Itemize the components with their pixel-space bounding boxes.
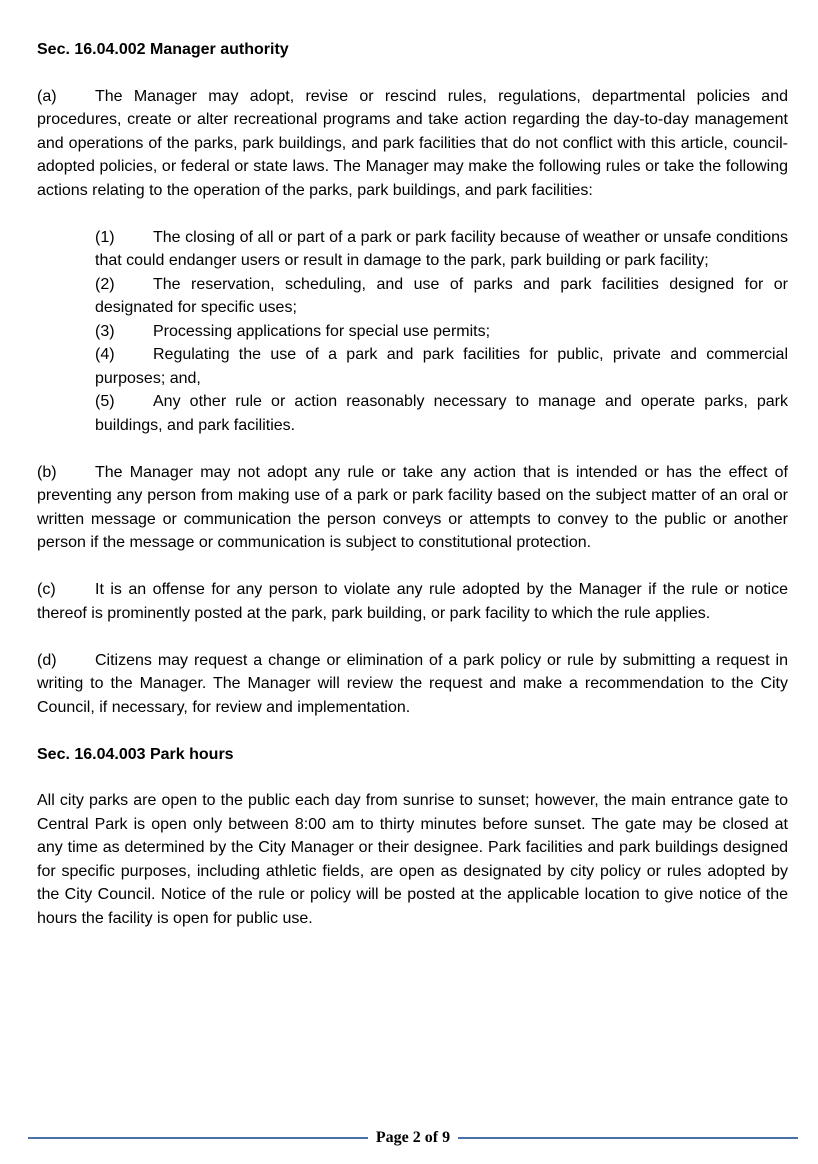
- paragraph-park-hours: All city parks are open to the public each day from sunrise to sunset; however, the main entrance gate to Central Park is open only between 8:00 am to thirty minutes before sunset. The gate may be closed at any time as determined by the City Manager or their designee. Park facilities and park buildings designed for specific purposes, including athletic fields, are open as designated by city policy or rules adopted by the City Council. Notice of the rule or policy will be posted at the applicable location to give notice of the hours the facility is open for public use.: [37, 792, 788, 927]
- paragraph-c: [37, 578, 788, 625]
- list-item-text: The reservation, scheduling, and use of parks and park facilities designed for or designated for specific uses;: [95, 275, 788, 316]
- paragraph-c-text: It is an offense for any person to violate any rule adopted by the Manager if the rule or notice thereof is prominently posted at the park, park building, or park facility to which the rule applies.: [37, 581, 788, 622]
- section-heading-park-hours: Sec. 16.04.003 Park hours: [37, 745, 234, 763]
- list-item-marker: (1): [95, 228, 115, 246]
- list-item-marker: (4): [95, 346, 115, 363]
- list-item-text: Regulating the use of a park and park facilities for public, private and commercial purposes; and,: [95, 346, 788, 387]
- list-item-marker: (5): [95, 393, 115, 410]
- footer-rule-left: [28, 1137, 368, 1139]
- paragraph-b-text: The Manager may not adopt any rule or take any action that is intended or has the effect of preventing any person from making use of a park or park facility based on the subject matter of an oral or written message or communication the person conveys or attempts to convey to the public or another person if the message or communication is subject to constitutional protection.: [37, 463, 788, 551]
- rules-list: [95, 226, 788, 438]
- list-item: [95, 226, 788, 273]
- list-item: [95, 273, 788, 320]
- list-item: [95, 320, 788, 344]
- paragraph-d: [37, 649, 788, 720]
- list-item-text: The closing of all or part of a park or park facility because of weather or unsafe conditions that could endanger users or result in damage to the park, park building or park facility;: [95, 228, 788, 269]
- list-item: [95, 343, 788, 390]
- list-item-text: Any other rule or action reasonably necessary to manage and operate parks, park buildings, and park facilities.: [95, 393, 788, 434]
- paragraph-d-marker: (d): [37, 651, 57, 669]
- page-footer: [28, 1127, 798, 1149]
- list-item-marker: (2): [95, 275, 115, 293]
- paragraph-c-marker: (c): [37, 581, 56, 598]
- footer-rule-right: [458, 1137, 798, 1139]
- paragraph-b-marker: (b): [37, 463, 57, 481]
- list-item-marker: (3): [95, 322, 115, 340]
- paragraph-b: [37, 461, 788, 555]
- list-item-text: Processing applications for special use permits;: [153, 322, 491, 340]
- paragraph-a-text: The Manager may adopt, revise or rescind rules, regulations, departmental policies and procedures, create or alter recreational programs and take action regarding the day-to-day management and operations of the parks, park buildings, and park facilities that do not conflict with this article, council-adopted policies, or federal or state laws. The Manager may make the following rules or take the following actions relating to the operation of the parks, park buildings, and park facilities:: [37, 87, 788, 199]
- paragraph-d-text: Citizens may request a change or elimination of a park policy or rule by submitting a request in writing to the Manager. The Manager will review the request and make a recommendation to the City Council, if necessary, for review and implementation.: [37, 651, 788, 716]
- page-number: Page 2 of 9: [375, 1129, 451, 1146]
- list-item: [95, 390, 788, 437]
- paragraph-a: [37, 85, 788, 203]
- document-body: [37, 38, 788, 930]
- paragraph-a-marker: (a): [37, 87, 57, 105]
- section-heading-manager-authority: Sec. 16.04.002 Manager authority: [37, 41, 289, 58]
